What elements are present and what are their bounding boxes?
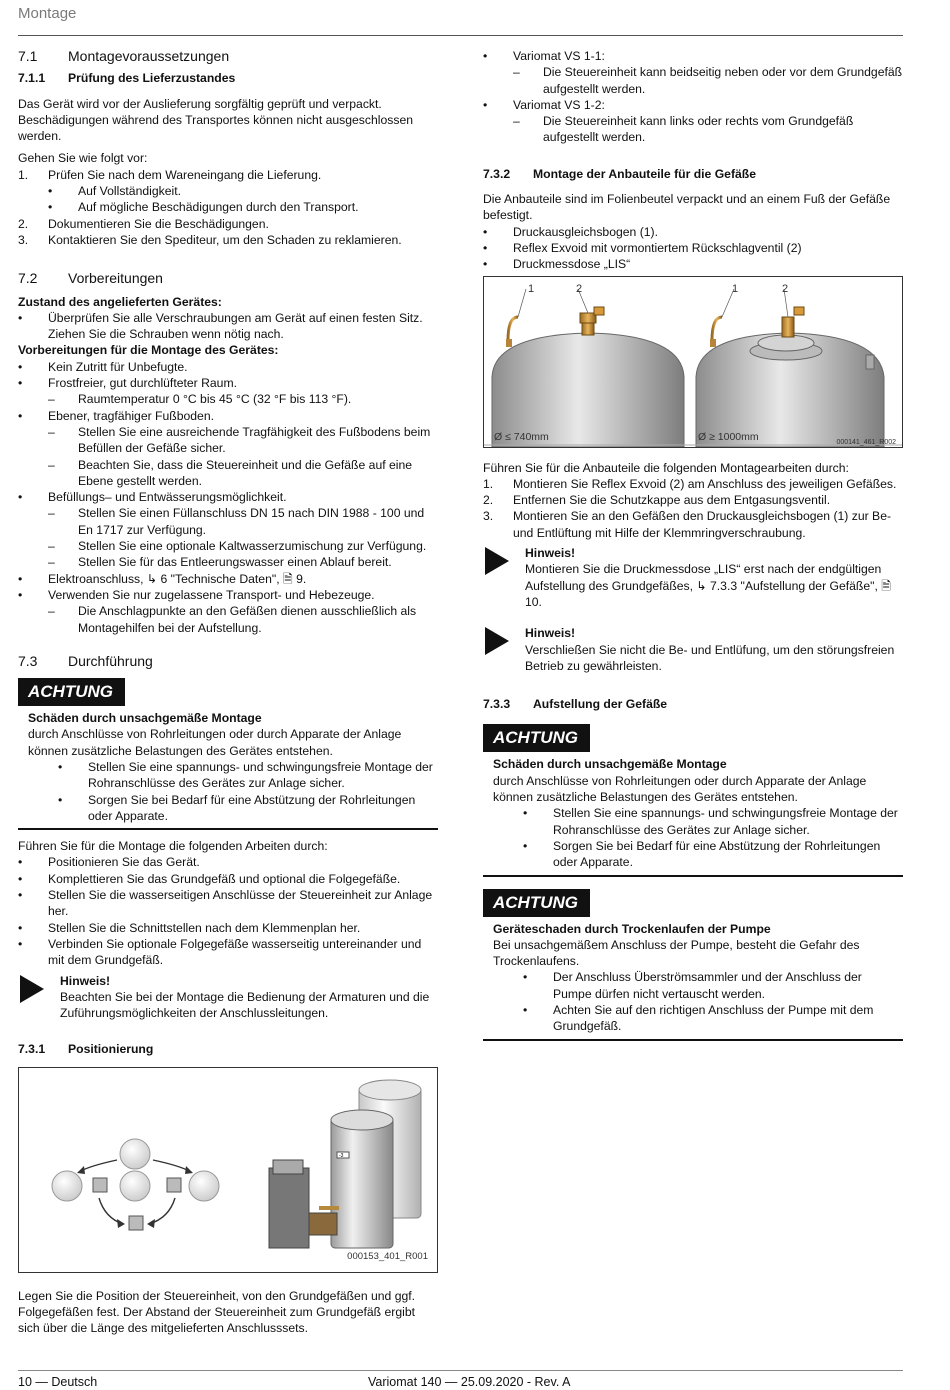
list-marker: 1. (483, 476, 494, 491)
heading-7-3-2: 7.3.2 Montage der Anbauteile für die Gefäße (483, 166, 757, 181)
heading-7-1: 7.1 Montagevoraussetzungen (18, 48, 230, 64)
list-marker: – (48, 506, 55, 521)
warning-title: Schäden durch unsachgemäße Montage (28, 711, 262, 726)
list-marker: 3. (483, 509, 494, 524)
list-item-text: Entfernen Sie die Schutzkappe aus dem Entgasungsventil. (513, 493, 831, 508)
list-item-text: Überprüfen Sie alle Verschraubungen am Gerät auf einen festen Sitz. Ziehen Sie die Schrauben wenn nötig nach. (48, 310, 423, 342)
warning-text: durch Anschlüsse von Rohrleitungen oder durch Apparate der Anlage können zusätzliche Belastungen des Gerätes entstehen. (493, 773, 867, 805)
list-item-text: Die Anschlagpunkte an den Gefäßen dienen ausschließlich als Montagehilfen bei der Aufstellung. (78, 604, 417, 635)
positionierung-illustration (19, 1068, 437, 1272)
list-marker: – (48, 424, 55, 439)
list-marker: • (48, 200, 53, 215)
list-marker: • (58, 792, 63, 807)
list-item-text: Frostfreier, gut durchlüfteter Raum. (48, 376, 237, 391)
paragraph-anbauteile-arbeiten: Führen Sie für die Anbauteile die folgenden Montagearbeiten durch: (483, 460, 849, 475)
list-item-text: Dokumentieren Sie die Beschädigungen. (48, 216, 269, 231)
list-marker: – (48, 539, 55, 554)
warning-list (493, 805, 903, 870)
hint-box-2 (483, 545, 903, 610)
list-item-text: Elektroanschluss, ↳ 6 "Technische Daten", 🗎 9. (48, 571, 307, 586)
heading-7-2: 7.2 Vorbereitungen (18, 270, 163, 287)
list-item (18, 538, 438, 554)
list-marker: • (18, 490, 23, 505)
warning-box-2 (483, 724, 903, 876)
list-item (493, 1002, 903, 1035)
list-marker: • (18, 871, 23, 886)
header-rule (18, 35, 903, 36)
paragraph-position: Legen Sie die Position der Steuereinheit, von den Grundgefäßen und ggf. Folgegefäßen fest. Der Abstand der Steuereinheit zum Grundgefäß ergibt sich über die Länge des mitgelieferten Anschlusssets. (18, 1288, 416, 1336)
list-item (18, 554, 438, 570)
hint-text: Montieren Sie die Druckmessdose „LIS“ erst nach der endgültigen Aufstellung des Grundgefäßes, ↳ 7.3.3 "Aufstellung der Gefäße", 🗎 10. (525, 562, 892, 609)
list-item-text: Prüfen Sie nach dem Wareneingang die Lieferung. (48, 167, 322, 182)
paragraph-anbauteile: Die Anbauteile sind im Folienbeutel verpackt und an einem Fuß der Gefäße befestigt. (483, 192, 891, 223)
list-marker: • (18, 310, 23, 325)
list-item-text: Stellen Sie eine spannungs- und schwingungsfreie Montage der Rohranschlüsse des Gerätes zur Anlage sicher. (553, 806, 898, 837)
list-item (18, 359, 438, 375)
figure-code: 000141_461_R002 (836, 438, 896, 446)
list-marker: • (523, 970, 528, 985)
warning-list (493, 969, 903, 1034)
list-marker: • (523, 1002, 528, 1017)
page-header-title: Montage (18, 5, 77, 22)
list-item (483, 48, 903, 64)
list-marker: • (18, 571, 23, 586)
list-item (483, 476, 903, 492)
list-item-text: Stellen Sie einen Füllanschluss DN 15 nach DIN 1988 - 100 und En 1717 zur Verfügung. (78, 506, 425, 537)
hint-box-1 (18, 973, 438, 1022)
warning-tag: ACHTUNG (483, 724, 590, 752)
list-item (483, 224, 903, 240)
list-marker: – (513, 65, 520, 80)
list-item (28, 759, 438, 792)
list-item-text: Befüllungs– und Entwässerungsmöglichkeit. (48, 490, 287, 505)
list-item-text: Stellen Sie eine spannungs- und schwingungsfreie Montage der Rohranschlüsse des Gerätes zur Anlage sicher. (88, 759, 433, 791)
list-item (493, 969, 903, 1002)
anbauteile-list (483, 224, 903, 273)
list-marker: • (18, 920, 23, 935)
list-item-text: Die Steuereinheit kann links oder rechts vom Grundgefäß aufgestellt werden. (543, 114, 854, 145)
list-marker: 1. (18, 167, 29, 182)
warning-tag: ACHTUNG (18, 678, 125, 706)
hint-title: Hinweis! (525, 626, 576, 641)
list-item (18, 424, 438, 457)
zustand-list (18, 310, 438, 343)
figure-anbauteile (483, 276, 903, 448)
list-marker: 2. (483, 493, 494, 508)
list-item-text: Reflex Exvoid mit vormontiertem Rückschlagventil (2) (513, 240, 802, 255)
list-marker: • (18, 376, 23, 391)
list-item-text: Kein Zutritt für Unbefugte. (48, 359, 188, 374)
list-item-text: Der Anschluss Überströmsammler und der Anschluss der Pumpe dürfen nicht vertauscht werden. (553, 970, 862, 1001)
list-item-text: Montieren Sie Reflex Exvoid (2) am Anschluss des jeweiligen Gefäßes. (513, 476, 897, 491)
label-2-left: 2 (576, 282, 583, 295)
list-item-text: Montieren Sie an den Gefäßen den Druckausgleichsbogen (1) zur Be- und Entlüftung mit Hilfe der Klemmringverschraubung. (513, 509, 892, 540)
list-item (18, 887, 438, 920)
list-marker: • (18, 359, 23, 374)
list-marker: – (48, 457, 55, 472)
list-marker: • (483, 49, 488, 63)
footer-rule (18, 1370, 903, 1371)
figure-code: 000153_401_R001 (347, 1251, 428, 1263)
list-item-text: Stellen Sie eine ausreichende Tragfähigkeit des Fußbodens beim Befüllen der Gefäße sicher. (78, 424, 431, 456)
list-item (18, 310, 438, 343)
list-item (18, 167, 438, 183)
list-item (18, 183, 438, 199)
list-item (493, 838, 903, 871)
label-2-right: 2 (782, 282, 789, 295)
list-marker: 2. (18, 216, 29, 231)
hint-text: Verschließen Sie nicht die Be- und Entlüfung, um den störungsfreien Betrieb zu gewährleisten. (525, 642, 895, 673)
list-item-text: Auf mögliche Beschädigungen durch den Transport. (78, 200, 359, 215)
list-marker: • (483, 97, 488, 112)
hint-arrow-icon (18, 973, 60, 1022)
list-item (483, 256, 903, 272)
list-marker: • (18, 888, 23, 903)
list-item-text: Komplettieren Sie das Grundgefäß und optional die Folgegefäße. (48, 871, 401, 886)
list-item-text: Stellen Sie eine optionale Kaltwasserzumischung zur Verfügung. (78, 539, 427, 554)
list-marker: • (58, 759, 63, 774)
warning-tag: ACHTUNG (483, 889, 590, 917)
list-item-text: Variomat VS 1-2: (513, 97, 605, 112)
list-item (18, 232, 438, 248)
zustand-title: Zustand des angelieferten Gerätes: (18, 294, 222, 309)
list-item (18, 854, 438, 870)
list-item (18, 587, 438, 603)
list-item (483, 240, 903, 256)
list-item (483, 492, 903, 508)
list-item (18, 391, 438, 407)
list-item (28, 792, 438, 825)
list-item-text: Stellen Sie die Schnittstellen nach dem Klemmenplan her. (48, 920, 361, 935)
montage-list (18, 854, 438, 968)
list-item-text: Die Steuereinheit kann beidseitig neben oder vor dem Grundgefäß aufgestellt werden. (543, 65, 903, 96)
list-item (18, 216, 438, 232)
list-marker: • (18, 855, 23, 870)
list-item (18, 457, 438, 490)
right-column (483, 48, 903, 1041)
list-marker: • (18, 587, 23, 602)
list-marker: – (48, 555, 55, 570)
list-marker: • (483, 224, 488, 239)
list-item (483, 64, 903, 97)
vorbereitung-list (18, 359, 438, 636)
footer-document-info: Variomat 140 — 25.09.2020 - Rev. A (368, 1375, 571, 1389)
hint-text: Beachten Sie bei der Montage die Bedienung der Armaturen und die Zuführungsmöglichkeiten der Anschlussleitungen. (60, 989, 430, 1021)
footer-page-language: 10 — Deutsch (18, 1375, 98, 1389)
list-item (483, 113, 903, 146)
list-item (18, 375, 438, 391)
list-item (18, 571, 438, 587)
warning-text: durch Anschlüsse von Rohrleitungen oder durch Apparate der Anlage können zusätzliche Belastungen des Gerätes entstehen. (28, 727, 402, 758)
list-item (18, 603, 438, 636)
warning-title: Schäden durch unsachgemäße Montage (493, 757, 727, 772)
list-item-text: Stellen Sie für das Entleerungswasser einen Ablauf bereit. (78, 555, 392, 570)
list-item (18, 936, 438, 969)
heading-7-1-1: 7.1.1 Prüfung des Lieferzustandes (18, 71, 236, 86)
list-item-text: Sorgen Sie bei Bedarf für eine Abstützung der Rohrleitungen oder Apparate. (88, 792, 416, 823)
diameter-right: Ø ≥ 1000mm (698, 430, 759, 443)
warning-box-3 (483, 889, 903, 1041)
list-item-text: Auf Vollständigkeit. (78, 184, 181, 199)
hint-arrow-icon (483, 545, 525, 610)
heading-7-3-3: 7.3.3 Aufstellung der Gefäße (483, 697, 668, 712)
list-marker: • (483, 240, 488, 255)
list-item-text: Verbinden Sie optionale Folgegefäße wasserseitig untereinander und mit dem Grundgefäß. (48, 936, 422, 968)
anbauteile-illustration (484, 277, 902, 447)
anbauteile-steps (483, 476, 903, 541)
list-marker: • (48, 184, 53, 199)
list-marker: • (523, 806, 528, 821)
list-item (493, 805, 903, 838)
list-item-text: Variomat VS 1-1: (513, 49, 605, 63)
warning-box-1 (18, 678, 438, 830)
warning-text: Bei unsachgemäßem Anschluss der Pumpe, besteht die Gefahr des Trockenlaufens. (493, 937, 860, 969)
hint-arrow-icon (483, 625, 525, 674)
left-column (18, 48, 438, 1337)
list-item-text: Sorgen Sie bei Bedarf für eine Abstützung der Rohrleitungen oder Apparate. (553, 838, 881, 870)
warning-title: Geräteschaden durch Trockenlaufen der Pumpe (493, 921, 771, 936)
list-item-text: Achten Sie auf den richtigen Anschluss der Pumpe mit dem Grundgefäß. (553, 1002, 874, 1034)
list-marker: • (18, 408, 23, 423)
list-item-text: Positionieren Sie das Gerät. (48, 855, 200, 870)
list-item (18, 505, 438, 538)
list-marker: • (483, 257, 488, 272)
heading-7-3-1: 7.3.1 Positionierung (18, 1042, 154, 1057)
list-marker: 3. (18, 232, 29, 247)
list-item (18, 199, 438, 215)
list-marker: – (513, 114, 520, 129)
list-item-text: Verwenden Sie nur zugelassene Transport- und Hebezeuge. (48, 587, 375, 602)
list-item (18, 920, 438, 936)
list-marker: – (48, 604, 55, 619)
paragraph-vorgehen: Gehen Sie wie folgt vor: (18, 151, 148, 166)
paragraph-lieferung: Das Gerät wird vor der Auslieferung sorgfältig geprüft und verpackt. Beschädigungen während des Transportes können nicht ausgeschlossen werden. (18, 96, 414, 144)
list-item-text: Beachten Sie, dass die Steuereinheit und die Gefäße auf eine Ebene gestellt werden. (78, 457, 413, 488)
label-1-right: 1 (732, 282, 739, 295)
list-item-text: Stellen Sie die wasserseitigen Anschlüsse der Steuereinheit zur Anlage her. (48, 888, 433, 919)
list-marker: • (523, 838, 528, 853)
hint-title: Hinweis! (525, 546, 576, 561)
list-item-text: Druckausgleichsbogen (1). (513, 224, 658, 239)
list-item-text: Kontaktieren Sie den Spediteur, um den Schaden zu reklamieren. (48, 232, 402, 247)
figure-positionierung (18, 1067, 438, 1273)
list-item-text: Druckmessdose „LIS“ (513, 257, 631, 272)
list-item (18, 871, 438, 887)
list-marker: – (48, 392, 55, 407)
heading-7-3: 7.3 Durchführung (18, 652, 153, 669)
list-item (483, 97, 903, 113)
paragraph-montage: Führen Sie für die Montage die folgenden Arbeiten durch: (18, 839, 328, 854)
diameter-left: Ø ≤ 740mm (494, 430, 549, 443)
list-marker: • (18, 936, 23, 951)
list-item-text: Ebener, tragfähiger Fußboden. (48, 408, 214, 423)
warning-list (28, 759, 438, 824)
tank-unit-label: -3 (339, 1152, 344, 1159)
hint-title: Hinweis! (60, 973, 111, 988)
steps-list (18, 167, 438, 248)
list-item (18, 489, 438, 505)
list-item-text: Raumtemperatur 0 °C bis 45 °C (32 °F bis 113 °F). (78, 392, 352, 407)
list-item (18, 408, 438, 424)
vorbereitung-title: Vorbereitungen für die Montage des Gerätes: (18, 343, 279, 358)
list-item (483, 508, 903, 541)
label-1-left: 1 (528, 282, 535, 295)
variomat-list (483, 48, 903, 146)
hint-box-3 (483, 625, 903, 674)
